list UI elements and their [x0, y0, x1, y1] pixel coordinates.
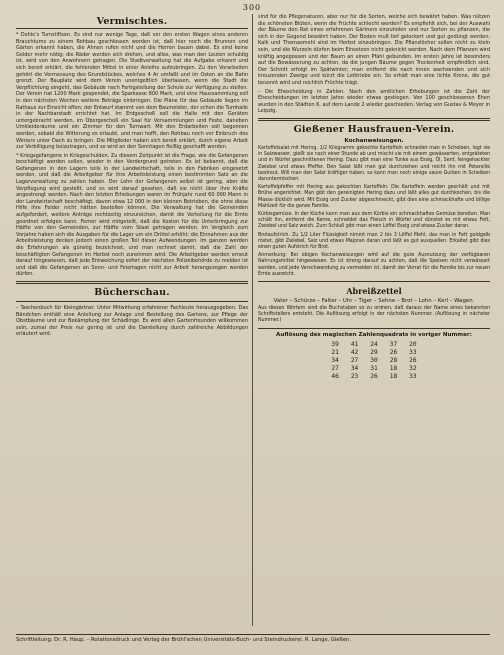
- magic-square-row: [325, 365, 422, 373]
- magic-square-cell: 46: [331, 373, 339, 381]
- magic-square-cell: 26: [409, 356, 417, 364]
- magic-square-cell: 32: [409, 365, 417, 373]
- divider: [258, 328, 490, 329]
- solution-title: Auflösung des magischen Zahlenquadrats in voriger Nummer:: [276, 331, 472, 338]
- magic-square-cell: 33: [409, 373, 417, 381]
- article-taschenbuch: – Taschenbuch für Kleingärtner. Unter Mitwirkung erfahrener Fachleute herausgegeben. Das Bändchen enthält eine Anleitung zur Anlage und Bestellung des Gartens, zur Pflege der Obstbäume und zur Bekämpfung der Schädlinge. Es wird allen Gartenfreunden willkommen sein, zumal der Preis nur gering ist und die Darstellung durch zahlreiche Abbildungen erläutert wird.: [16, 304, 248, 338]
- magic-square-cell: 30: [370, 356, 378, 364]
- section-heading-buecherschau: Bücherschau.: [94, 286, 170, 298]
- magic-square-cell: 37: [389, 340, 398, 348]
- magic-square-table: [325, 341, 422, 382]
- section-heading-hausfrauen-verein: Gießener Hausfrauen-Verein.: [293, 123, 455, 135]
- magic-square-cell: 31: [370, 365, 378, 373]
- magic-square-row: [325, 341, 422, 349]
- recipe-brotaufstrich: Brotaufstrich. Zu 1/2 Liter Flüssigkeit nimmt man 2 bis 3 Löffel Mehl, das man in Fett goldgelb röstet, gibt Zwiebel, Salz und etwas Majoran daran und läßt es gut ausquellen. Erkaltet gibt dies einen guten Aufstrich für Brot.: [258, 232, 490, 250]
- puzzle-word-list: Vater – Schürze – Falter – Uhr – Tiger – Sehne – Brot – Lohn – Kerl – Wagen.: [273, 297, 475, 304]
- magic-square-cell: 34: [350, 365, 359, 373]
- divider: [258, 118, 490, 121]
- magic-square-cell: 27: [350, 356, 359, 364]
- puzzle-instructions: Aus diesen Wörtern sind die Buchstaben so zu ordnen, daß daraus der Name eines bekannten Schriftstellers entsteht. Die Auflösung erfolgt in der nächsten Nummer. (Auflösung in nächster Nummer.): [258, 305, 490, 324]
- section-subheading-kochanweisungen: Kochanweisungen.: [344, 137, 404, 144]
- recipe-kuerbisgemuese: Kürbisgemüse. In der Küche kann man aus dem Kürbis ein schmackhaftes Gemüse bereiten. Man schält ihn, entfernt die Kerne, schneidet das Fleisch in Würfel und dünstet es mit etwas Fett, Zwiebel und Salz weich. Zum Schluß gibt man einen Löffel Essig und etwas Zucker daran.: [258, 211, 490, 230]
- magic-square-row: [325, 349, 422, 357]
- magic-square-cell: 21: [331, 348, 339, 356]
- magic-square-cell: 42: [350, 348, 359, 356]
- magic-square-cell: 27: [331, 365, 339, 373]
- divider: [16, 301, 248, 302]
- magic-square-cell: 29: [370, 348, 378, 356]
- column-rule: [252, 14, 253, 626]
- recipe-anmerkung: Anmerkung: Bei obigen Kochanweisungen wird auf die gute Ausnutzung der verfügbaren Nahrungsmittel hingewiesen. Es ist streng darauf zu achten, daß die Speisen nicht verwässert werden, und jede Verschwendung zu vermeiden ist, damit der Vorrat für die Familie bis zur neuen Ernte ausreicht.: [258, 253, 490, 277]
- magic-square-cell: 26: [370, 373, 378, 381]
- magic-square-cell: 34: [331, 356, 339, 364]
- magic-square-cell: 20: [409, 340, 417, 348]
- magic-square-cell: 41: [350, 340, 359, 348]
- divider: [16, 281, 248, 284]
- page-number: 300: [242, 3, 262, 12]
- magic-square-cell: 23: [350, 373, 359, 381]
- article-kriegsgefangene: * Kriegsgefangene in Kriegsschulden. Zu diesem Zeitpunkt ist die Frage, wie die Gefangenen beschäftigt werden sollen, wieder in den Vordergrund getreten. Es ist bekannt, daß die Gefangenen in den Lagern teils in der Landwirtschaft, teils in den Fabriken eingesetzt werden, und daß die Arbeitgeber für ihre Arbeitsleistung einen bestimmten Satz an die Lagerverwaltung zu zahlen haben. Der Lohn der Gefangenen selbst ist gering, aber die Verpflegung wird gestellt, und es wird darauf gesehen, daß sie nicht über ihre Kräfte angestrengt werden. Nach den letzten Erhebungen waren im Frühjahr rund 60 000 Mann in der Landwirtschaft beschäftigt, davon etwa 12 000 in den kleinen Betrieben, die ohne diese Hilfe ihre Felder nicht hätten bestellen können. Die Verwaltung hat die Gemeinden aufgefordert, weitere Anträge rechtzeitig einzureichen, damit die Verteilung für die Ernte geordnet erfolgen kann. Ferner wird mitgeteilt, daß die Kosten für die Unterbringung zur Hälfte von den Gemeinden, zur Hälfte vom Staat getragen werden. Im Vergleich zum Vorjahre haben sich die Ausgaben für die Lager um ein Drittel erhöht; die Einnahmen aus der Arbeitsleistung decken jedoch einen großen Teil dieser Aufwendungen. Im ganzen werden die Erfahrungen als günstig bezeichnet, und man rechnet damit, daß die Zahl der beschäftigten Gefangenen im Herbst noch zunehmen wird. Die Arbeitgeber werden erneut darauf hingewiesen, daß jede Entweichung sofort der nächsten Polizeibehörde zu melden ist und daß die Gefangenen an Sonn- und Feiertagen nicht zur Arbeit herangezogen werden dürfen.: [16, 152, 248, 278]
- magic-square-cell: 18: [389, 373, 398, 381]
- magic-square-row: [325, 373, 422, 381]
- puzzle-title: Abreißzettel: [346, 285, 402, 296]
- right-column: [258, 14, 490, 631]
- section-heading-vermischtes: Vermischtes.: [16, 16, 248, 29]
- magic-square-row: [325, 357, 422, 365]
- article-turnstiftsen: * Dohle's Turnstiftsen. Es sind nur wenige Tage, daß vor den ersten Wagen eines anderen Brauchtums zu einem Rohbau geschlossen worden ist, daß hier noch die Brunnen und Gärten erkannt haben, die Ahnen rufen nicht und die Herren bauen dabei. Es sind keine Gelder mehr nötig; die Räder werden sich drehen, und alles, was man den Leuten schuldig ist, wird von den Anwohnern getragen. Die Stadtverwaltung hat die Aufgabe erkannt und sich bereit erklärt, die fehlenden Mittel in einer Anleihe aufzubringen. Zu den Vorarbeiten gehört die Vermessung des Grundstückes, welches 4 Ar umfaßt und im Osten an die Bahn grenzt. Der Bauplatz wird dem Verein unentgeltlich überlassen, wenn die Stadt die Verpflichtung eingeht, das Gebäude nach Fertigstellung der Schule zur Verfügung zu stellen. Der Verein hat 1200 Mark gespendet, die Sparkasse 800 Mark, und eine Haussammlung soll in den nächsten Wochen weitere Beträge einbringen. Die Pläne für das Gebäude liegen im Rathaus zur Einsicht offen; der Entwurf stammt von dem Baumeister, der schon die Turnhalle in der Nachbarstadt errichtet hat. Im Erdgeschoß soll die Halle mit den Geräten untergebracht werden, im Obergeschoß ein Saal für Versammlungen und Feste, daneben Umkleideräume und ein Zimmer für den Turnwart. Mit den Erdarbeiten soll begonnen werden, sobald die Witterung es erlaubt, und man hofft, den Rohbau noch vor Einbruch des Winters unter Dach zu bringen. Die Mitglieder haben sich bereit erklärt, durch eigene Arbeit zur Verbilligung beizutragen, und so wird an den Sonntagen fleißig geschafft werden.: [16, 32, 248, 151]
- recipe-kartoffelpfeffer: Kartoffelpfeffer mit Hering aus gekochten Kartoffeln. Die Kartoffeln werden geschält und mit Brühe angerichtet. Man gibt den gereinigten Hering dazu und läßt alles gut durchkochen, bis die Masse dicklich wird. Mit Essig und Zucker abgeschmeckt, gibt dies eine schmackhafte und billige Mahlzeit für die ganze Familie.: [258, 185, 490, 209]
- magic-square-cell: 33: [409, 348, 417, 356]
- imprint-footer: Schriftleitung: Dr. R. Haup. – Rotationsdruck und Verlag der Brühl'schen Universitäts-Buch- und Steindruckerei. R. Lange, Gießen.: [16, 634, 490, 643]
- divider: [258, 281, 490, 282]
- article-ehescheidung: – Die Ehescheidung in Zahlen. Nach den amtlichen Erhebungen ist die Zahl der Ehescheidungen im letzten Jahre wieder etwas gestiegen. Von 100 geschlossenen Ehen wurden in den Städten 6, auf dem Lande 2 wieder geschieden. Verlag von Gustav & Meyer in Leipzig.: [258, 88, 490, 115]
- recipe-kartoffelsalat: Kartoffelsalat mit Hering. 1/2 Kilogramm gekochte Kartoffeln schneidet man in Scheiben, legt sie in Salzwasser, gießt sie nach einer Stunde ab und mischt sie mit einem gewässerten, entgräteten und in Würfel geschnittenen Hering. Dazu gibt man eine Tunke aus Essig, Öl, Senf, feingehackter Zwiebel und etwas Pfeffer. Den Salat läßt man gut durchziehen und reicht ihn mit Petersilie bestreut. Will man den Salat kräftiger haben, so kann man noch einige saure Gurken in Scheiben daruntermischen.: [258, 145, 490, 182]
- magic-square-cell: 24: [370, 340, 378, 348]
- magic-square-cell: 28: [389, 356, 398, 364]
- magic-square-cell: 18: [389, 365, 398, 373]
- magic-square-cell: 39: [331, 340, 339, 348]
- article-continuation: sind für die Pflegenaturen, aber nur für die Sorten, welche sich bewährt haben. Was nützen die schönsten Blüten, wenn die Früchte schlecht werden? Es empfiehlt sich, bei der Auswahl der Bäume den Rat eines erfahrenen Gärtners einzuholen und nur Sorten zu pflanzen, die sich in der Gegend bewährt haben. Der Boden muß tief gelockert und gut gedüngt werden; Kalk und Thomasmehl sind im Herbst einzubringen. Die Pflanzlöcher sollen nicht zu klein sein, und die Wurzeln dürfen beim Einsetzen nicht geknickt werden. Nach dem Pflanzen wird kräftig angegossen und der Baum an einen Pfahl gebunden. Im ersten Jahre ist besonders auf die Bewässerung zu achten, da die jungen Bäume gegen Trockenheit empfindlich sind. Der Schnitt erfolgt im Spätwinter; man entfernt die nach innen wachsenden und sich kreuzenden Zweige und kürzt die Leittriebe ein. So erhält man eine lichte Krone, die gut besonnt wird und reichlich Früchte trägt.: [258, 14, 490, 86]
- left-column: [16, 14, 248, 631]
- magic-square-cell: 26: [389, 348, 398, 356]
